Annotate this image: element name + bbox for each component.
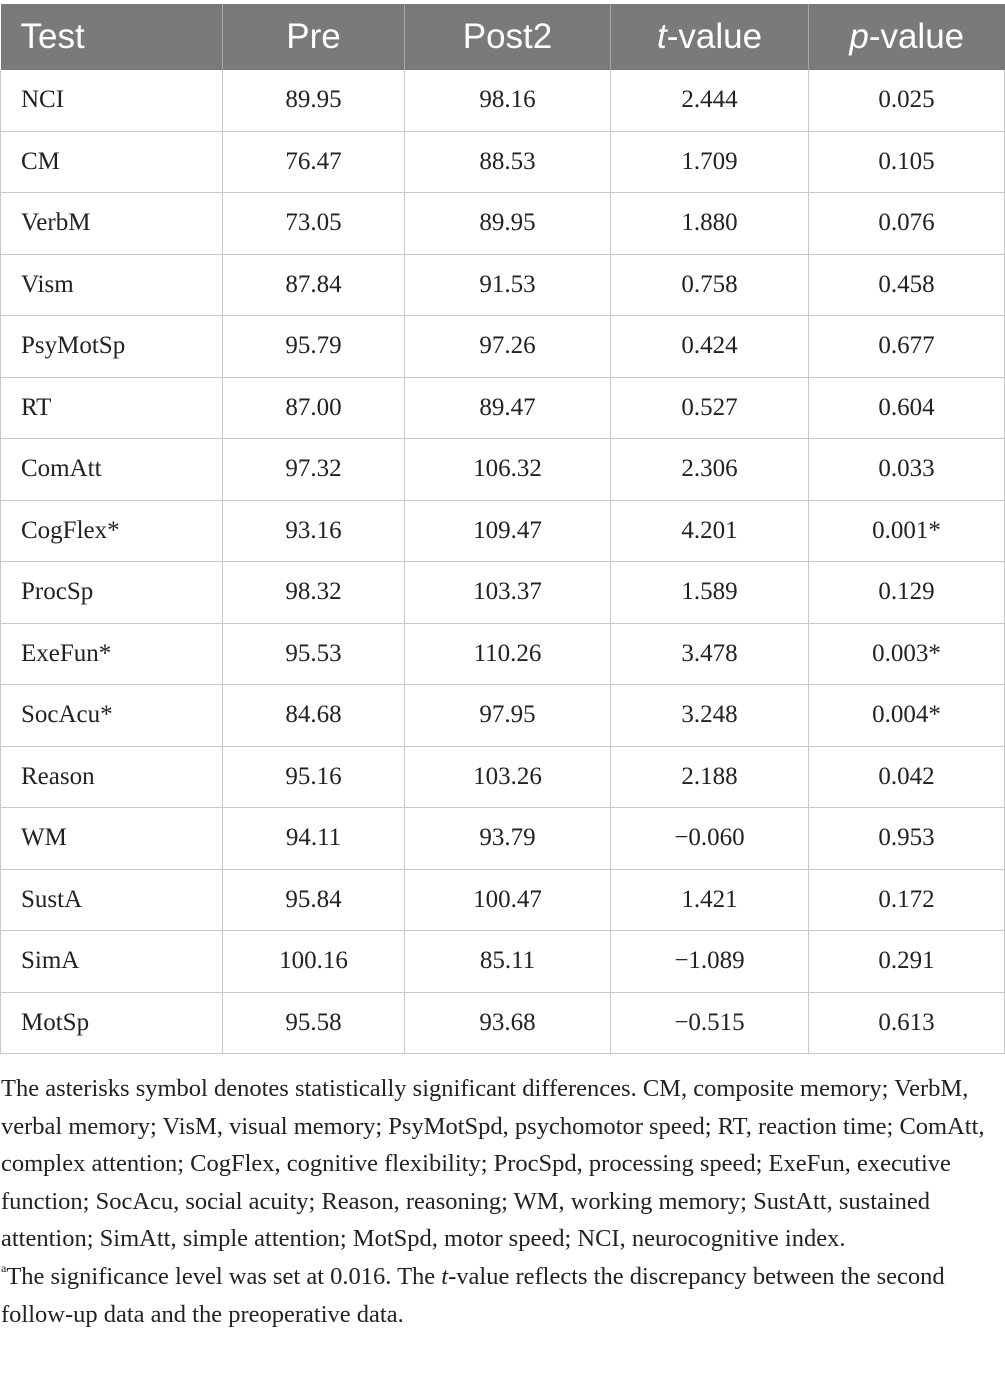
cell-t-value: 4.201 <box>611 500 809 562</box>
cell-pre: 98.32 <box>223 562 405 624</box>
cell-test: SocAcu* <box>1 685 223 747</box>
cell-pre: 97.32 <box>223 439 405 501</box>
table-header <box>1 4 1005 70</box>
cell-p-value: 0.076 <box>809 193 1005 255</box>
cell-t-value: 0.758 <box>611 254 809 316</box>
cell-t-value: 2.188 <box>611 746 809 808</box>
footnote-significance-before: The significance level was set at 0.016. The <box>6 1262 442 1290</box>
cell-pre: 93.16 <box>223 500 405 562</box>
header-pre: Pre <box>223 4 405 70</box>
cell-p-value: 0.025 <box>809 70 1005 131</box>
table-row <box>1 70 1005 131</box>
table-footnote <box>1 1070 1004 1333</box>
cell-post2: 89.95 <box>405 193 611 255</box>
table-row <box>1 254 1005 316</box>
footnote-t-symbol: t <box>441 1262 449 1290</box>
table-row <box>1 439 1005 501</box>
cell-post2: 103.26 <box>405 746 611 808</box>
cell-pre: 87.84 <box>223 254 405 316</box>
cell-test: CM <box>1 131 223 193</box>
cell-test: SimA <box>1 931 223 993</box>
cell-test: NCI <box>1 70 223 131</box>
cell-test: Reason <box>1 746 223 808</box>
cell-p-value: 0.458 <box>809 254 1005 316</box>
footnote-marker: a <box>1 1260 7 1275</box>
cell-test: ProcSp <box>1 562 223 624</box>
footnote-significance <box>1 1258 1004 1333</box>
cell-post2: 97.95 <box>405 685 611 747</box>
cell-post2: 103.37 <box>405 562 611 624</box>
cell-t-value: 2.306 <box>611 439 809 501</box>
header-t-symbol: t <box>656 17 667 56</box>
cell-t-value: 1.421 <box>611 869 809 931</box>
table-row <box>1 193 1005 255</box>
cell-pre: 95.16 <box>223 746 405 808</box>
cell-t-value: 0.424 <box>611 316 809 378</box>
cell-pre: 84.68 <box>223 685 405 747</box>
cell-p-value: 0.613 <box>809 992 1005 1054</box>
cell-p-value: 0.001* <box>809 500 1005 562</box>
table-row <box>1 377 1005 439</box>
cell-test: SustA <box>1 869 223 931</box>
cell-p-value: 0.953 <box>809 808 1005 870</box>
cell-t-value: 1.880 <box>611 193 809 255</box>
cell-t-value: 2.444 <box>611 70 809 131</box>
cell-t-value: 3.478 <box>611 623 809 685</box>
footnote-abbreviations: The asterisks symbol denotes statistically significant differences. CM, composite memory; VerbM, verbal memory; VisM, visual memory; PsyMotSpd, psychomotor speed; RT, reaction time; ComAtt, complex attention; CogFlex, cognitive flexibility; ProcSpd, processing speed; ExeFun, executive function; SocAcu, social acuity; Reason, reasoning; WM, working memory; SustAtt, sustained attention; SimAtt, simple attention; MotSpd, motor speed; NCI, neurocognitive index. <box>1 1075 985 1253</box>
header-t-suffix: -value <box>666 17 763 56</box>
cell-test: PsyMotSp <box>1 316 223 378</box>
cell-post2: 100.47 <box>405 869 611 931</box>
table-row <box>1 500 1005 562</box>
cell-t-value: 0.527 <box>611 377 809 439</box>
cell-test: VerbM <box>1 193 223 255</box>
header-t-value <box>611 4 809 70</box>
cell-test: ExeFun* <box>1 623 223 685</box>
table-row <box>1 623 1005 685</box>
table-row <box>1 931 1005 993</box>
cell-post2: 91.53 <box>405 254 611 316</box>
cell-post2: 88.53 <box>405 131 611 193</box>
cell-pre: 76.47 <box>223 131 405 193</box>
cell-test: RT <box>1 377 223 439</box>
cell-post2: 110.26 <box>405 623 611 685</box>
header-p-suffix: -value <box>868 17 965 56</box>
header-post2: Post2 <box>405 4 611 70</box>
cell-p-value: 0.105 <box>809 131 1005 193</box>
cell-test: ComAtt <box>1 439 223 501</box>
table-row <box>1 808 1005 870</box>
cell-pre: 95.79 <box>223 316 405 378</box>
cell-test: CogFlex* <box>1 500 223 562</box>
cell-post2: 93.68 <box>405 992 611 1054</box>
table-row <box>1 869 1005 931</box>
table-row <box>1 685 1005 747</box>
table-row <box>1 746 1005 808</box>
header-p-symbol: p <box>849 17 869 56</box>
cell-p-value: 0.604 <box>809 377 1005 439</box>
cell-pre: 95.53 <box>223 623 405 685</box>
cell-p-value: 0.677 <box>809 316 1005 378</box>
cell-test: WM <box>1 808 223 870</box>
cell-t-value: −0.515 <box>611 992 809 1054</box>
cell-p-value: 0.129 <box>809 562 1005 624</box>
cell-t-value: −1.089 <box>611 931 809 993</box>
cell-post2: 106.32 <box>405 439 611 501</box>
results-table <box>0 4 1005 1054</box>
cell-pre: 87.00 <box>223 377 405 439</box>
table-body <box>1 70 1005 1054</box>
header-test: Test <box>1 4 223 70</box>
footnote-significance-after: -value reflects the discrepancy between the second follow-up data and the preoperative data. <box>1 1262 945 1328</box>
cell-p-value: 0.004* <box>809 685 1005 747</box>
cell-post2: 93.79 <box>405 808 611 870</box>
header-row <box>1 4 1005 70</box>
cell-p-value: 0.033 <box>809 439 1005 501</box>
header-p-value <box>809 4 1005 70</box>
cell-post2: 97.26 <box>405 316 611 378</box>
cell-post2: 85.11 <box>405 931 611 993</box>
table-row <box>1 992 1005 1054</box>
cell-test: MotSp <box>1 992 223 1054</box>
cell-pre: 95.58 <box>223 992 405 1054</box>
table-row <box>1 316 1005 378</box>
cell-p-value: 0.291 <box>809 931 1005 993</box>
cell-p-value: 0.042 <box>809 746 1005 808</box>
cell-p-value: 0.172 <box>809 869 1005 931</box>
cell-p-value: 0.003* <box>809 623 1005 685</box>
cell-post2: 109.47 <box>405 500 611 562</box>
cell-t-value: 1.589 <box>611 562 809 624</box>
cell-t-value: 3.248 <box>611 685 809 747</box>
table-row <box>1 131 1005 193</box>
cell-t-value: −0.060 <box>611 808 809 870</box>
cell-pre: 73.05 <box>223 193 405 255</box>
cell-pre: 94.11 <box>223 808 405 870</box>
cell-pre: 100.16 <box>223 931 405 993</box>
cell-post2: 98.16 <box>405 70 611 131</box>
cell-pre: 95.84 <box>223 869 405 931</box>
table-row <box>1 562 1005 624</box>
cell-pre: 89.95 <box>223 70 405 131</box>
cell-test: Vism <box>1 254 223 316</box>
cell-post2: 89.47 <box>405 377 611 439</box>
cell-t-value: 1.709 <box>611 131 809 193</box>
